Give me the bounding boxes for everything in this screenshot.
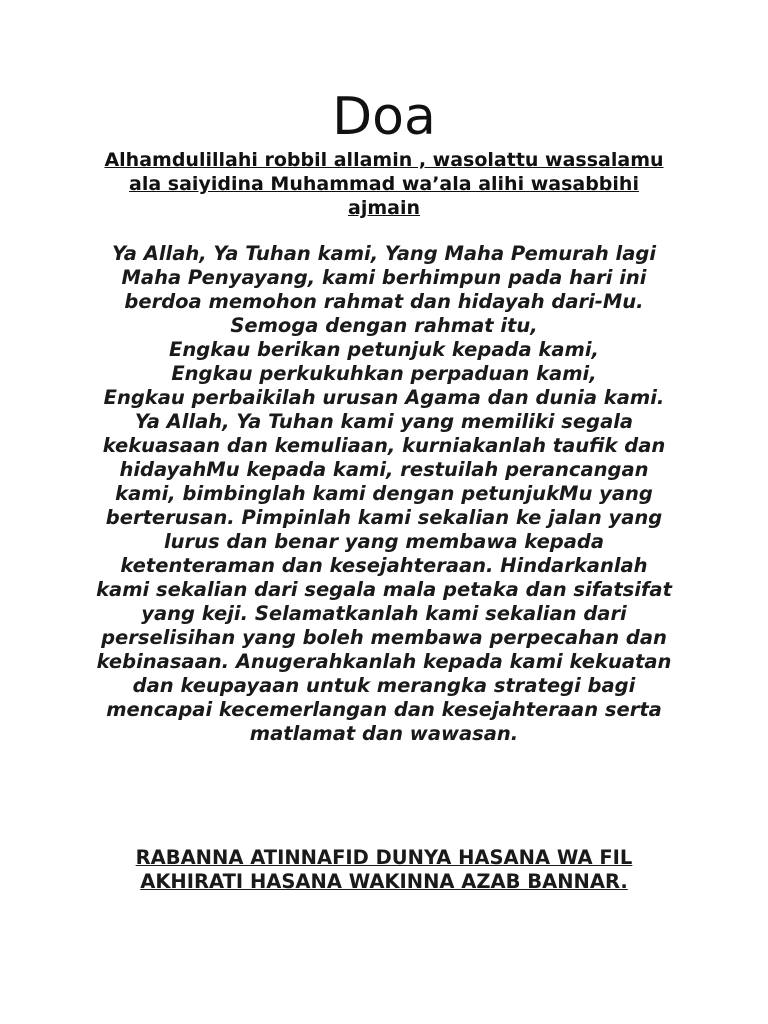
- prayer-paragraph-3: Engkau berikan petunjuk kepada kami,: [169, 338, 599, 361]
- prayer-body: [92, 242, 676, 746]
- opening-invocation: Alhamdulillahi robbil allamin , wasolattu wassalamu ala saiyidina Muhammad wa’ala alihi wasabbihi ajmain: [104, 149, 664, 219]
- prayer-paragraph-1: Ya Allah, Ya Tuhan kami, Yang Maha Pemurah lagi Maha Penyayang, kami berhimpun pada hari ini berdoa memohon rahmat dan hidayah dari-Mu.: [111, 242, 657, 313]
- prayer-paragraph-5: Engkau perbaikilah urusan Agama dan dunia kami.: [103, 386, 665, 409]
- document-title: Doa: [332, 87, 436, 147]
- prayer-paragraph-6: Ya Allah, Ya Tuhan kami yang memiliki segala kekuasaan dan kemuliaan, kurniakanlah taufik dan hidayahMu kepada kami, restuilah perancangan kami, bimbinglah kami dengan petunjukMu yang berterusan. Pimpinlah kami sekalian ke jalan yang lurus dan benar yang membawa kepada ketenteraman dan kesejahteraan. Hindarkanlah kami sekalian dari segala mala petaka dan sifatsifat yang keji. Selamatkanlah kami sekalian dari perselisihan yang boleh membawa perpecahan dan kebinasaan. Anugerahkanlah kepada kami kekuatan dan keupayaan untuk merangka strategi bagi mencapai kecemerlangan dan kesejahteraan serta matlamat dan wawasan.: [96, 410, 672, 745]
- prayer-paragraph-2: Semoga dengan rahmat itu,: [230, 314, 538, 337]
- closing-supplication: RABANNA ATINNAFID DUNYA HASANA WA FIL AKHIRATI HASANA WAKINNA AZAB BANNAR.: [135, 846, 633, 893]
- prayer-paragraph-4: Engkau perkukuhkan perpaduan kami,: [171, 362, 597, 385]
